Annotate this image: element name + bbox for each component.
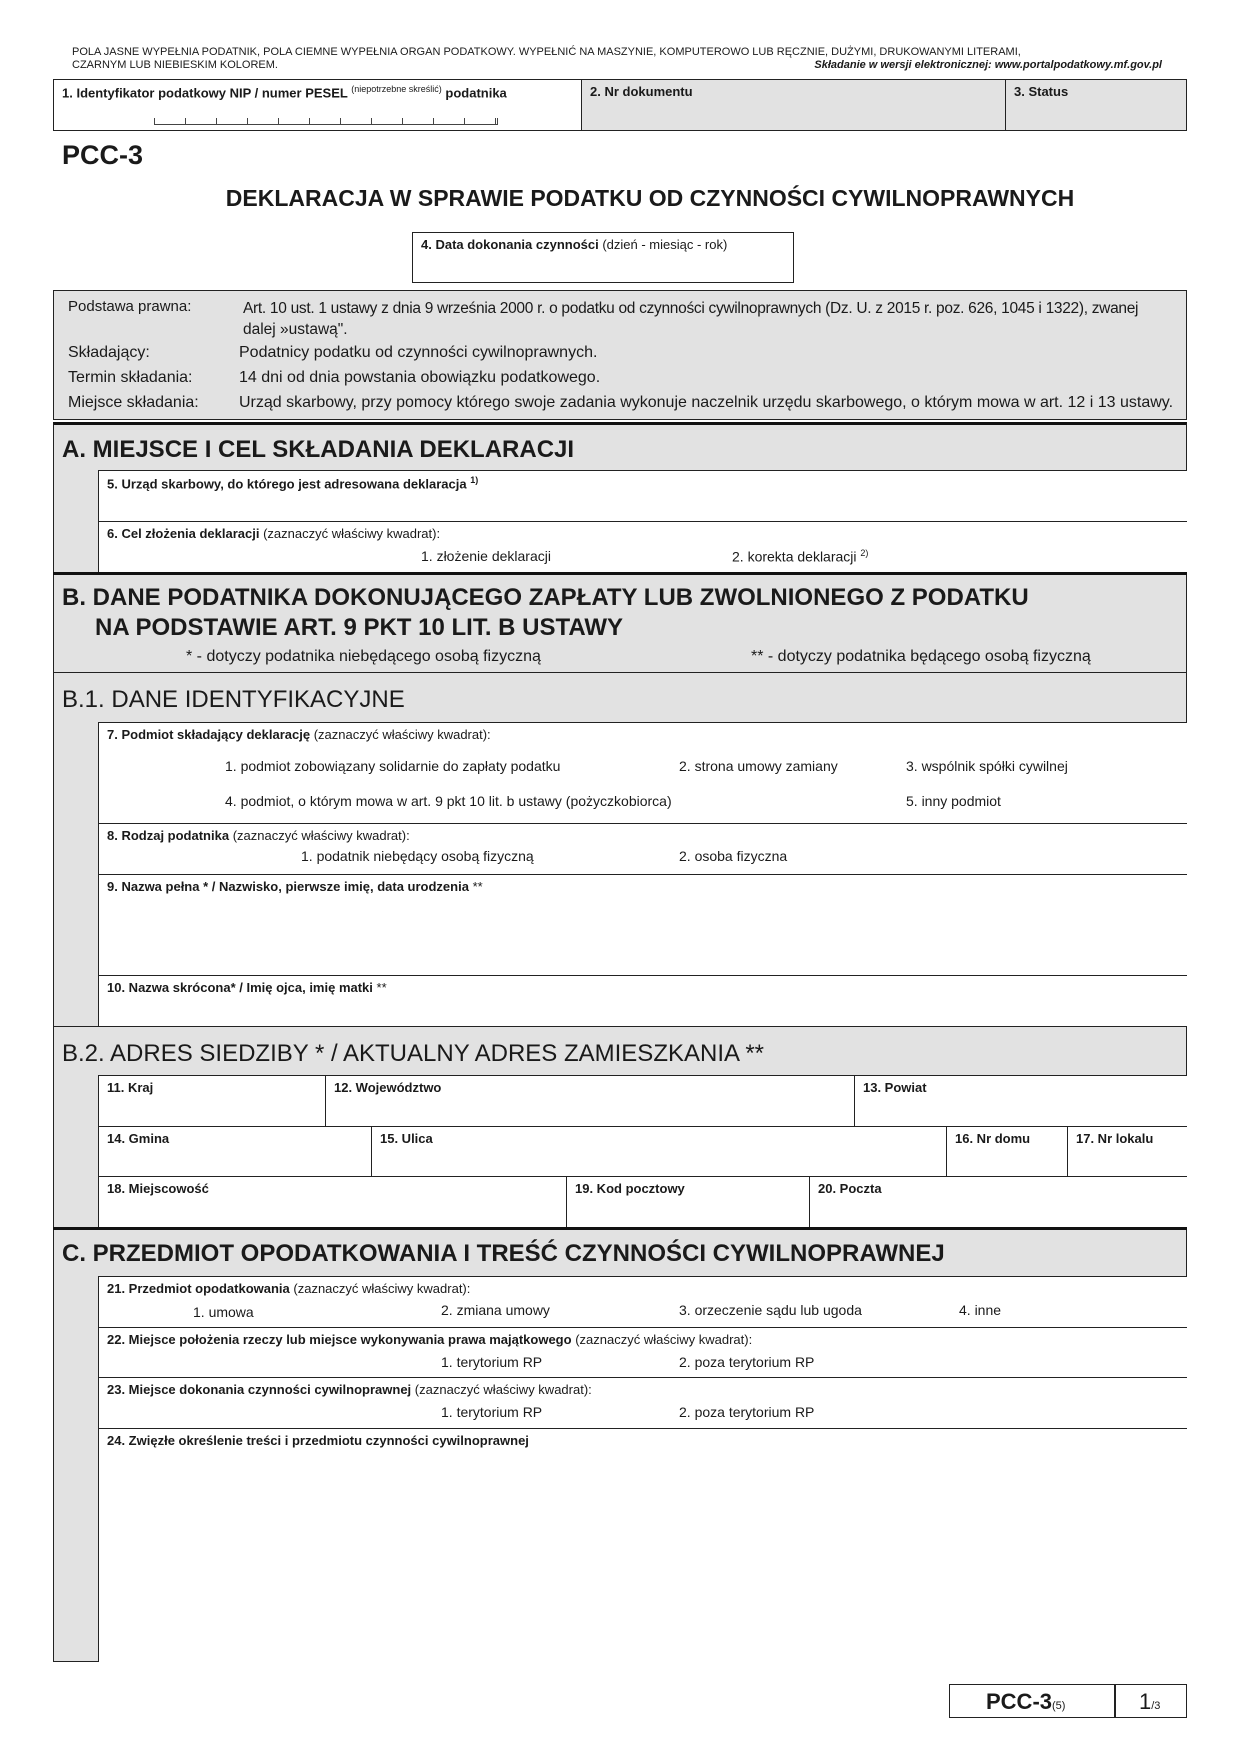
field-5-footnote: 1) <box>470 475 479 485</box>
entity-option-2-label: 2. strona umowy zamiany <box>679 758 838 774</box>
field-8-taxpayer-type <box>98 823 1187 874</box>
field-11-country[interactable] <box>98 1075 325 1126</box>
action-option-1-label: 1. terytorium RP <box>441 1404 543 1420</box>
object-option-3-label: 3. orzeczenie sądu lub ugoda <box>679 1302 862 1318</box>
field-10-label: 10. Nazwa skrócona <box>107 980 231 995</box>
field-10-suffix: ** <box>376 980 387 995</box>
field-7-label: 7. Podmiot składający deklarację <box>107 727 311 742</box>
section-a-title: A. MIEJSCE I CEL SKŁADANIA DEKLARACJI <box>62 436 575 463</box>
basis-label: Podstawa prawna: <box>68 298 192 315</box>
note-natural-person: ** - dotyczy podatnika będącego osobą fizyczną <box>751 648 1091 665</box>
field-8-hint: (zaznaczyć właściwy kwadrat): <box>232 828 410 843</box>
field-24-description[interactable] <box>98 1428 1187 1662</box>
field-22-label: 22. Miejsce położenia rzeczy lub miejsce wykonywania prawa majątkowego <box>107 1332 572 1347</box>
field-3-label: 3. Status <box>1014 84 1069 99</box>
entity-option-exchange-party[interactable] <box>679 758 838 774</box>
field-20-post-office[interactable] <box>809 1176 1187 1227</box>
basis-text-line-1: Art. 10 ust. 1 ustawy z dnia 9 września 2000 r. o podatku od czynności cywilnoprawnych (Dz. U. z 2015 r. poz. 626, 1045 i 1322), zwanej <box>243 300 1139 317</box>
section-b-title-line-2: NA PODSTAWIE ART. 9 PKT 10 LIT. B USTAWY <box>95 614 624 641</box>
taxpayer-option-2-label: 2. osoba fizyczna <box>679 848 788 864</box>
field-17-apartment-number[interactable] <box>1067 1126 1187 1176</box>
action-option-poland[interactable] <box>441 1404 542 1420</box>
entity-option-borrower[interactable] <box>225 793 672 809</box>
field-9-suffix: ** <box>472 879 483 894</box>
deadline-text: 14 dni od dnia powstania obowiązku podatkowego. <box>239 369 601 386</box>
section-c-title: C. PRZEDMIOT OPODATKOWANIA I TREŚĆ CZYNNOŚCI CYWILNOPRAWNEJ <box>62 1240 945 1267</box>
section-c-divider <box>53 1227 1187 1230</box>
field-1-nip-pesel[interactable] <box>53 79 583 131</box>
nip-digit-boxes <box>154 118 498 125</box>
object-option-other[interactable] <box>959 1302 1001 1318</box>
field-2-document-number <box>581 79 1007 131</box>
field-12-label: 12. Województwo <box>334 1080 442 1095</box>
entity-option-4-label: 4. podmiot, o którym mowa w art. 9 pkt 10 lit. b ustawy (pożyczkobiorca) <box>225 793 672 809</box>
field-3-status <box>1005 79 1187 131</box>
field-18-label: 18. Miejscowość <box>107 1181 209 1196</box>
taxpayer-option-natural[interactable] <box>679 848 787 864</box>
form-title: DEKLARACJA W SPRAWIE PODATKU OD CZYNNOŚCI CYWILNOPRAWNYCH <box>225 185 1075 211</box>
field-17-label: 17. Nr lokalu <box>1076 1131 1154 1146</box>
place-text: Urząd skarbowy, przy pomocy którego swoje zadania wykonuje naczelnik urzędu skarbowego, o którym mowa w art. 12 i 13 ustawy. <box>239 394 1174 411</box>
form-code: PCC-3 <box>62 140 144 170</box>
field-23-label: 23. Miejsce dokonania czynności cywilnoprawnej <box>107 1382 412 1397</box>
field-12-voivodeship[interactable] <box>325 1075 854 1126</box>
taxpayer-option-1-label: 1. podatnik niebędący osobą fizyczną <box>301 848 534 864</box>
field-5-tax-office[interactable] <box>98 470 1187 521</box>
field-20-label: 20. Poczta <box>818 1181 882 1196</box>
field-8-label: 8. Rodzaj podatnika <box>107 828 230 843</box>
field-16-house-number[interactable] <box>946 1126 1067 1176</box>
notice-line-2: CZARNYM LUB NIEBIESKIM KOLOREM. <box>72 59 278 71</box>
field-21-taxable-object <box>98 1276 1187 1327</box>
property-option-abroad[interactable] <box>679 1354 814 1370</box>
purpose-option-correction-label: 2. korekta deklaracji <box>732 548 857 565</box>
filer-text: Podatnicy podatku od czynności cywilnoprawnych. <box>239 344 598 361</box>
property-option-2-label: 2. poza terytorium RP <box>679 1354 815 1370</box>
field-19-postal-code[interactable] <box>566 1176 809 1227</box>
field-1-label: 1. Identyfikator podatkowy NIP / numer PESEL <box>62 85 348 101</box>
electronic-filing-note: Składanie w wersji elektronicznej: www.portalpodatkowy.mf.gov.pl <box>814 59 1162 71</box>
footer-page-total: /3 <box>1151 1700 1161 1712</box>
entity-option-jointly-liable[interactable] <box>225 758 560 774</box>
field-19-label: 19. Kod pocztowy <box>575 1181 685 1196</box>
section-b-title-line-1: B. DANE PODATNIKA DOKONUJĄCEGO ZAPŁATY LUB ZWOLNIONEGO Z PODATKU <box>62 584 1029 611</box>
deadline-label: Termin składania: <box>68 369 193 386</box>
field-24-label: 24. Zwięzłe określenie treści i przedmiotu czynności cywilnoprawnej <box>107 1433 529 1448</box>
field-5-label: 5. Urząd skarbowy, do którego jest adresowana deklaracja <box>107 476 467 492</box>
field-23-hint: (zaznaczyć właściwy kwadrat): <box>414 1382 592 1397</box>
object-option-court-ruling[interactable] <box>679 1302 862 1318</box>
field-6-purpose <box>98 521 1187 572</box>
section-b2-title: B.2. ADRES SIEDZIBY * / AKTUALNY ADRES ZAMIESZKANIA ** <box>62 1040 765 1067</box>
field-11-label: 11. Kraj <box>107 1080 154 1095</box>
field-9-full-name[interactable] <box>98 874 1187 975</box>
object-option-1-label: 1. umowa <box>193 1304 254 1320</box>
legal-basis-box <box>53 290 1187 420</box>
entity-option-1-label: 1. podmiot zobowiązany solidarnie do zapłaty podatku <box>225 758 561 774</box>
field-14-municipality[interactable] <box>98 1126 371 1176</box>
field-4-hint: (dzień - miesiąc - rok) <box>602 237 728 252</box>
field-6-label: 6. Cel złożenia deklaracji <box>107 526 260 541</box>
notice-line-1: POLA JASNE WYPEŁNIA PODATNIK, POLA CIEMNE WYPEŁNIA ORGAN PODATKOWY. WYPEŁNIĆ NA MASZYNIE, KOMPUTEROWO LUB RĘCZNIE, DUŻYMI, DRUKOWANYMI LITERAMI, <box>72 46 1021 58</box>
place-label: Miejsce składania: <box>68 394 199 411</box>
object-option-contract-change[interactable] <box>441 1302 550 1318</box>
section-b1-title: B.1. DANE IDENTYFIKACYJNE <box>62 686 405 713</box>
field-7-hint: (zaznaczyć właściwy kwadrat): <box>313 727 491 742</box>
field-2-label: 2. Nr dokumentu <box>590 84 693 99</box>
section-b-divider <box>53 572 1187 575</box>
purpose-option-filing[interactable] <box>421 548 551 564</box>
b2-divider <box>53 1026 1187 1027</box>
field-16-label: 16. Nr domu <box>955 1131 1031 1146</box>
filer-label: Składający: <box>68 344 150 361</box>
note-non-natural-person: * - dotyczy podatnika niebędącego osobą fizyczną <box>186 648 541 665</box>
object-option-2-label: 2. zmiana umowy <box>441 1302 550 1318</box>
field-1-hint: (niepotrzebne skreślić) <box>351 84 442 94</box>
action-option-abroad[interactable] <box>679 1404 814 1420</box>
field-15-street[interactable] <box>371 1126 946 1176</box>
property-option-1-label: 1. terytorium RP <box>441 1354 543 1370</box>
field-22-property-location <box>98 1327 1187 1377</box>
property-option-poland[interactable] <box>441 1354 542 1370</box>
entity-option-other[interactable] <box>906 793 1001 809</box>
field-1-suffix: podatnika <box>445 85 507 101</box>
purpose-option-correction[interactable] <box>732 548 868 565</box>
footer-form-version: (5) <box>1052 1700 1066 1712</box>
purpose-option-filing-label: 1. złożenie deklaracji <box>421 548 551 564</box>
field-6-hint: (zaznaczyć właściwy kwadrat): <box>263 526 441 541</box>
field-13-county[interactable] <box>854 1075 1187 1126</box>
field-22-hint: (zaznaczyć właściwy kwadrat): <box>575 1332 753 1347</box>
action-option-2-label: 2. poza terytorium RP <box>679 1404 815 1420</box>
correction-footnote: 2) <box>860 548 869 558</box>
field-10-label-mid: * / Imię ojca, imię matki <box>230 980 373 995</box>
field-14-label: 14. Gmina <box>107 1131 170 1146</box>
footer-page-number: 1 <box>1139 1689 1152 1714</box>
field-18-city[interactable] <box>98 1176 566 1227</box>
entity-option-partner[interactable] <box>906 758 1068 774</box>
field-13-label: 13. Powiat <box>863 1080 927 1095</box>
field-10-short-name[interactable] <box>98 975 1187 1026</box>
entity-option-5-label: 5. inny podmiot <box>906 793 1001 809</box>
footer-form-code: PCC-3 <box>986 1689 1053 1714</box>
field-23-action-location <box>98 1377 1187 1428</box>
footer-page-box <box>1114 1684 1187 1718</box>
footer-form-code-box <box>949 1684 1116 1718</box>
basis-text-line-2: dalej »ustawą". <box>243 321 348 338</box>
field-9-label: 9. Nazwa pełna * / Nazwisko, pierwsze imię, data urodzenia <box>107 879 469 894</box>
field-21-hint: (zaznaczyć właściwy kwadrat): <box>293 1281 471 1296</box>
object-option-contract[interactable] <box>193 1304 254 1320</box>
b1-divider <box>53 672 1187 673</box>
field-15-label: 15. Ulica <box>380 1131 433 1146</box>
basis-text <box>243 298 1183 340</box>
object-option-4-label: 4. inne <box>959 1302 1002 1318</box>
field-4-label: 4. Data dokonania czynności <box>421 237 599 252</box>
entity-option-3-label: 3. wspólnik spółki cywilnej <box>906 758 1068 774</box>
field-7-filing-entity <box>98 722 1187 823</box>
taxpayer-option-non-natural[interactable] <box>301 848 534 864</box>
field-4-action-date[interactable] <box>412 232 794 283</box>
field-21-label: 21. Przedmiot opodatkowania <box>107 1281 290 1296</box>
